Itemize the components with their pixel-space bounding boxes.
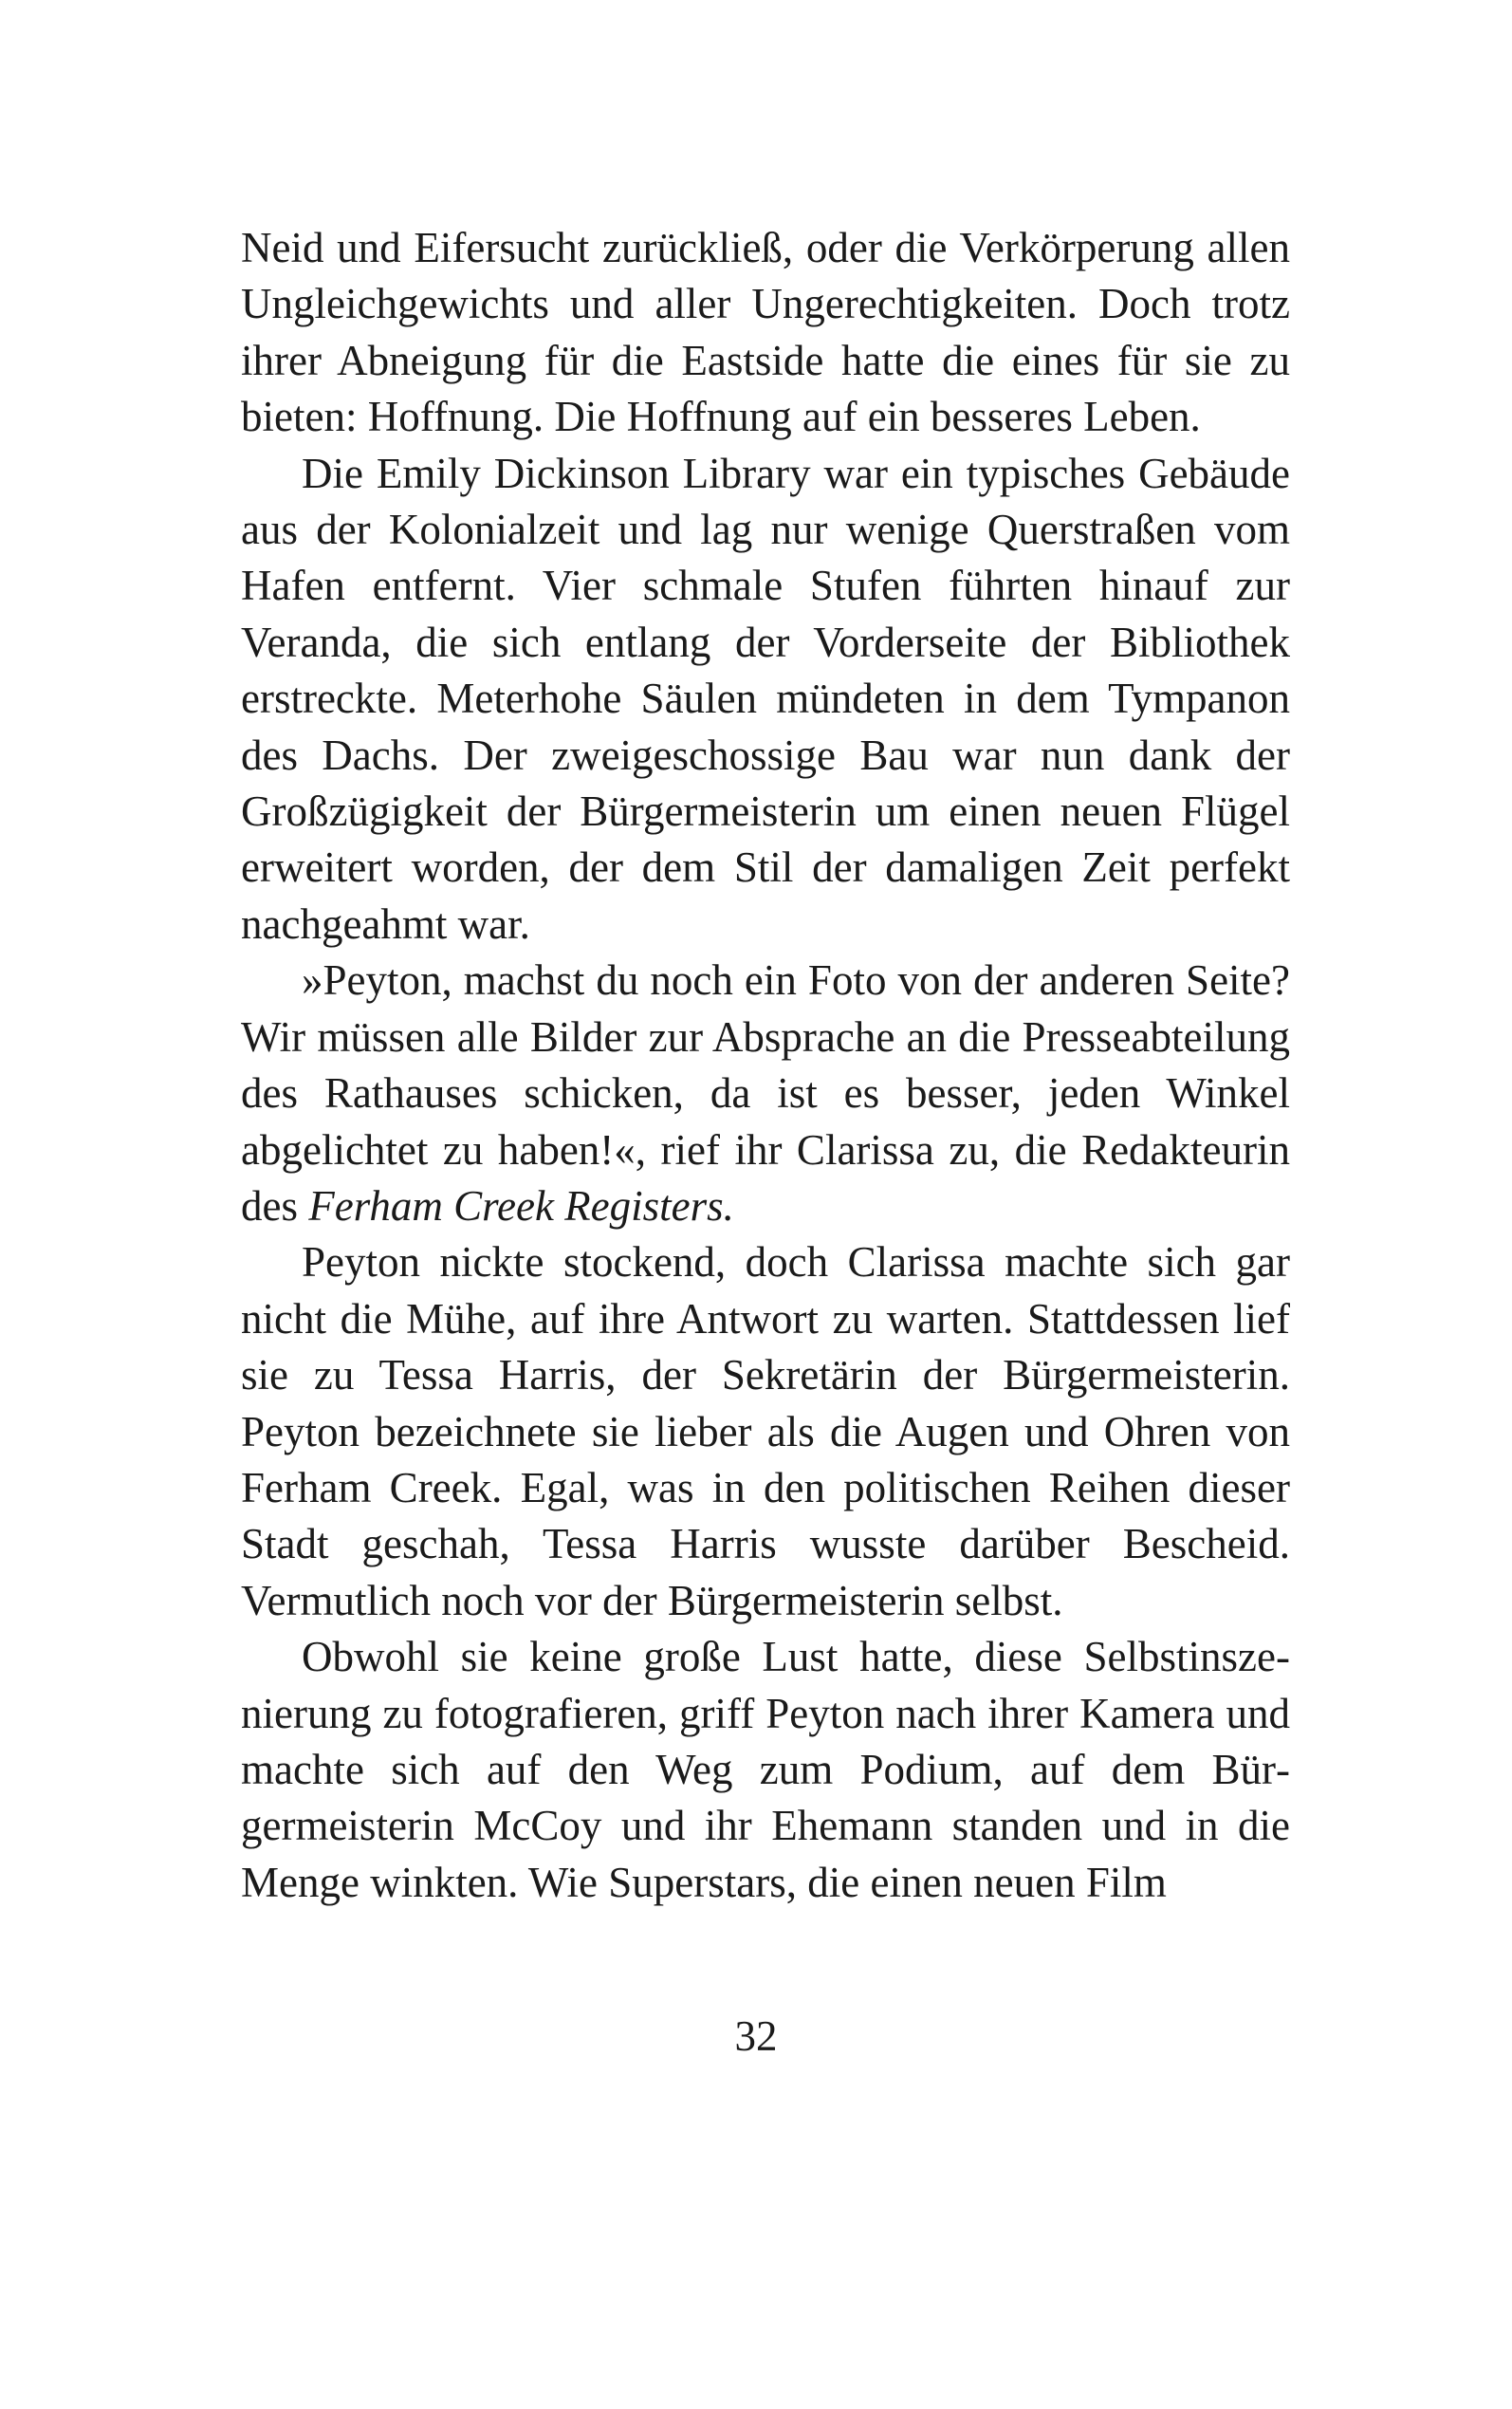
paragraph-1: Neid und Eifersucht zurückließ, oder die Verkörperung allen Ungleichgewichts und aller Ungerechtigkeiten. Doch trotz ihrer Abneigung für die Eastside hatte die eines für sie zu bieten: Hoffnung. Die Hoffnung auf ein besseres Leben. (241, 224, 1290, 441)
paragraph-4: Peyton nickte stockend, doch Clarissa machte sich gar nicht die Mühe, auf ihre Antwort zu warten. Stattdessen lief sie zu Tessa Harris, der Sekretärin der Bürgermeisterin. Peyton bezeichnete sie lieber als die Augen und Ohren von Ferham Creek. Egal, was in den politischen Reihen dieser Stadt geschah, Tessa Harris wusste darüber Bescheid. Vermutlich noch vor der Bürgermeisterin selbst. (241, 1238, 1290, 1624)
page-number: 32 (734, 2012, 778, 2060)
paragraph-3 (241, 953, 1290, 1234)
body-text (241, 220, 1290, 1911)
paragraph-3-text: »Peyton, machst du noch ein Foto von der anderen Seite? Wir müssen alle Bilder zur Absprache an die Presseabteilung des Rathauses schicken, da ist es besser, jeden Winkel abgelichtet zu haben!«, rief ihr Clarissa zu, die Redakteurin des (241, 956, 1290, 1230)
paragraph-2: Die Emily Dickinson Library war ein typisches Gebäude aus der Kolonialzeit und lag nur wenige Querstraßen vom Hafen entfernt. Vier schmale Stufen führten hinauf zur Veranda, die sich entlang der Vorderseite der Bibliothek erstreckte. Meterhohe Säulen mündeten in dem Tympanon des Dachs. Der zweigeschossige Bau war nun dank der Großzügigkeit der Bürgermeisterin um einen neuen Flügel erweitert worden, der dem Stil der damaligen Zeit perfekt nachgeahmt war. (241, 449, 1290, 948)
newspaper-title: Ferham Creek Registers. (308, 1181, 734, 1230)
paragraph-5: Obwohl sie keine große Lust hatte, diese Selbstinszenierung zu fotografieren, griff Peyton nach ihrer Kamera und machte sich auf den Weg zum Podium, auf dem Bürgermeisterin McCoy und ihr Ehemann standen und in die Menge winkten. Wie Superstars, die einen neuen Film (241, 1633, 1290, 1906)
